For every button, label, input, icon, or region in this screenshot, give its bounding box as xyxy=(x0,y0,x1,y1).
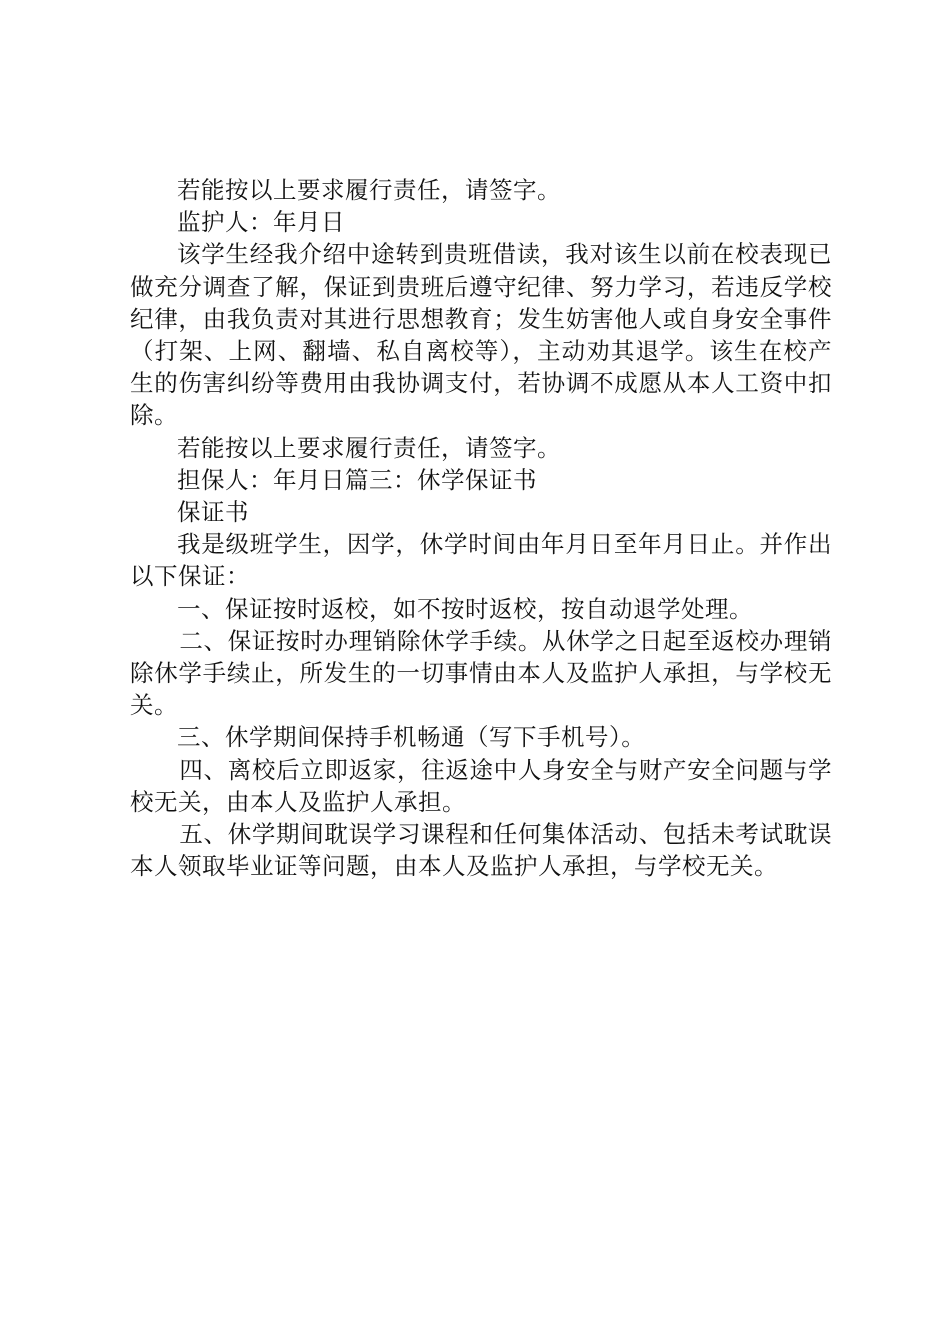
paragraph-item-1: 一、保证按时返校，如不按时返校，按自动退学处理。 xyxy=(177,594,753,623)
paragraph-sign-request-2: 若能按以上要求履行责任，请签字。 xyxy=(177,433,561,462)
paragraph-guardian-signature: 监护人：年月日 xyxy=(177,208,345,237)
paragraph-item-2: 二、保证按时办理销除休学手续。从休学之日起至返校办理销除休学手续止，所发生的一切事情由本人及监护人承担，与学校无关。 xyxy=(130,626,832,720)
paragraph-guarantor-signature: 担保人：年月日篇三：休学保证书 xyxy=(177,465,537,494)
document-body xyxy=(130,174,832,882)
paragraph-guarantor-statement: 该学生经我介绍中途转到贵班借读，我对该生以前在校表现已做充分调查了解，保证到贵班后遵守纪律、努力学习，若违反学校纪律，由我负责对其进行思想教育；发生妨害他人或自身安全事件（打架、上网、翻墙、私自离校等），主动劝其退学。该生在校产生的伤害纠纷等费用由我协调支付，若协调不成愿从本人工资中扣除。 xyxy=(130,240,832,430)
paragraph-item-5: 五、休学期间耽误学习课程和任何集体活动、包括未考试耽误本人领取毕业证等问题，由本人及监护人承担，与学校无关。 xyxy=(130,820,832,881)
paragraph-student-statement: 我是级班学生，因学，休学时间由年月日至年月日止。并作出以下保证： xyxy=(130,530,832,591)
paragraph-section-title: 保证书 xyxy=(177,498,249,527)
paragraph-item-4: 四、离校后立即返家，往返途中人身安全与财产安全问题与学校无关，由本人及监护人承担。 xyxy=(130,755,832,816)
paragraph-item-3: 三、休学期间保持手机畅通（写下手机号）。 xyxy=(177,723,646,752)
paragraph-sign-request-1: 若能按以上要求履行责任，请签字。 xyxy=(177,176,561,204)
